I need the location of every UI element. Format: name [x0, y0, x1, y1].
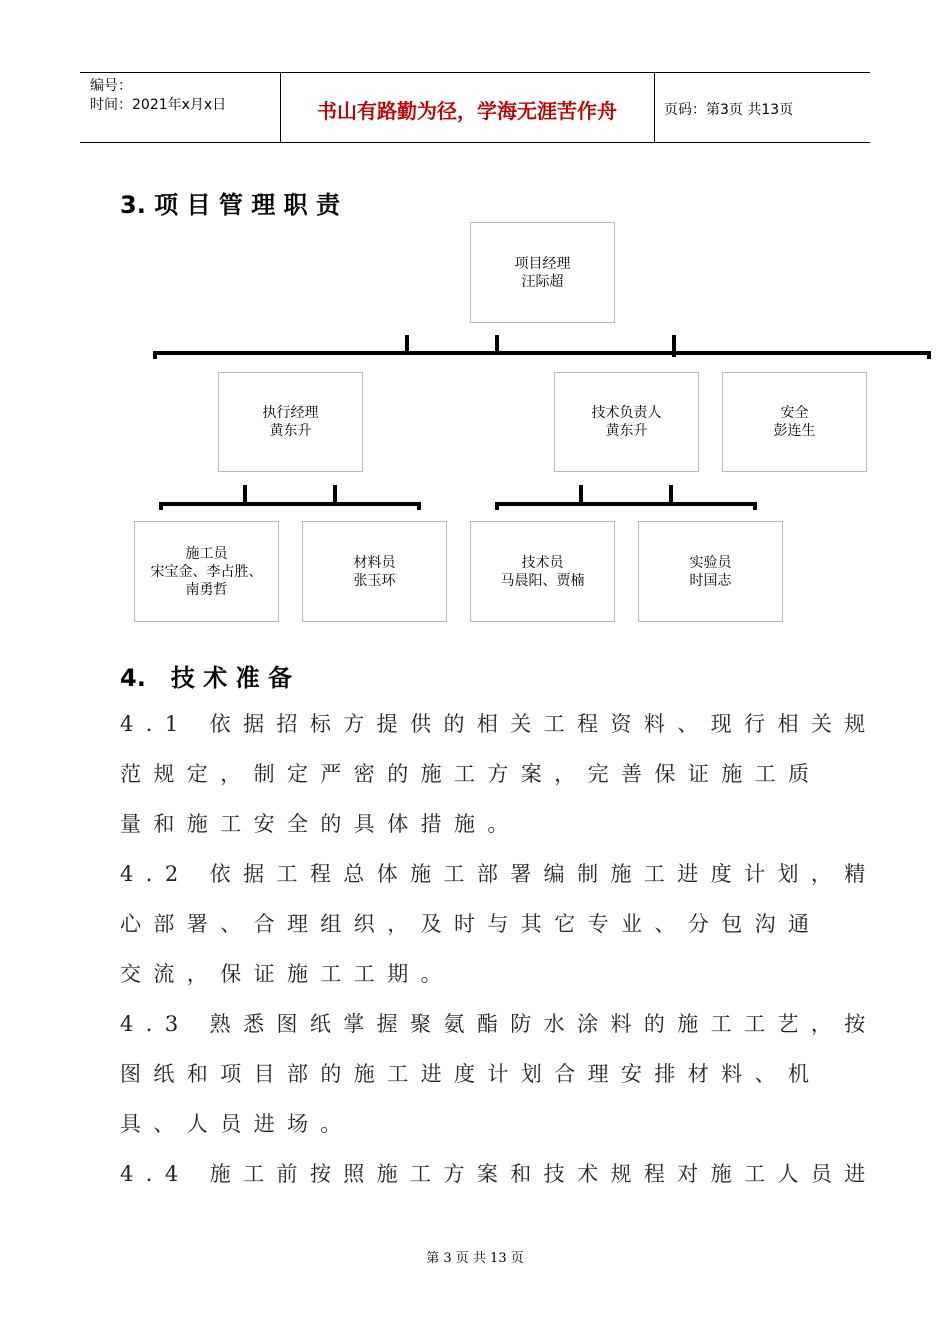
org-node-project-manager	[470, 222, 615, 323]
org-connector-tick	[153, 351, 157, 359]
org-connector-tick	[417, 502, 421, 510]
org-connector-tick	[753, 502, 757, 510]
org-node-materials	[302, 521, 447, 622]
time-label: 时间：2021年x月x日	[90, 97, 227, 113]
body-line: 4.4 施工前按照施工方案和技术规程对施工人员进	[120, 1162, 878, 1186]
page-footer: 第 3 页 共 13 页	[426, 1251, 524, 1266]
org-connector-tick	[243, 485, 247, 504]
body-line: 交流，保证施工工期。	[120, 962, 454, 986]
body-line: 范规定，制定严密的施工方案，完善保证施工质	[120, 762, 822, 786]
org-node-safety	[722, 372, 867, 472]
header-meta	[90, 77, 226, 115]
body-line: 心部署、合理组织，及时与其它专业、分包沟通	[120, 912, 822, 936]
org-connector-tick	[669, 485, 673, 504]
header-divider	[654, 73, 655, 142]
org-role: 项目经理	[514, 255, 571, 272]
org-person: 汪际超	[521, 273, 564, 290]
org-role: 执行经理	[262, 405, 319, 421]
org-connector-level1	[153, 351, 931, 355]
body-line: 4.2 依据工程总体施工部署编制施工进度计划，精	[120, 862, 878, 886]
body-line: 具、人员进场。	[120, 1112, 354, 1136]
org-connector-right-group	[495, 502, 757, 506]
number-label: 编号：	[90, 78, 132, 94]
page-header	[80, 72, 870, 143]
org-connector-tick	[159, 502, 163, 510]
org-connector-left-group	[159, 502, 421, 506]
org-role: 技术员	[521, 554, 564, 571]
org-connector-tick	[927, 351, 931, 359]
org-node-lab	[638, 521, 783, 622]
org-node-tech-lead	[554, 372, 699, 472]
org-role: 材料员	[353, 554, 396, 571]
org-role: 施工员	[185, 545, 228, 562]
org-role: 安全	[780, 405, 809, 421]
org-connector-tick	[495, 335, 499, 353]
org-role: 技术负责人	[591, 405, 662, 421]
header-page-info: 页码：第3页 共13页	[664, 102, 794, 118]
org-connector-tick	[495, 502, 499, 510]
org-role: 实验员	[689, 554, 732, 571]
org-connector-tick	[405, 335, 409, 353]
org-person: 宋宝金、李占胜、	[150, 563, 263, 580]
body-line: 图纸和项目部的施工进度计划合理安排材料、机	[120, 1062, 822, 1086]
section-3-title: 3. 项 目 管 理 职 责	[120, 191, 340, 219]
org-node-technician	[470, 521, 615, 622]
org-person: 时国志	[689, 572, 732, 589]
org-person: 张玉环	[353, 572, 396, 589]
body-line: 4.1 依据招标方提供的相关工程资料、现行相关规	[120, 712, 878, 736]
org-node-construction	[134, 521, 279, 622]
org-person: 南勇哲	[185, 581, 228, 598]
org-person: 马晨阳、贾楠	[500, 572, 585, 589]
org-node-exec-manager	[218, 372, 363, 472]
body-line: 量和施工安全的具体措施。	[120, 812, 521, 836]
header-motto: 书山有路勤为径，学海无涯苦作舟	[317, 99, 617, 123]
org-connector-tick	[672, 335, 676, 357]
org-person: 彭连生	[773, 423, 816, 439]
org-person: 黄东升	[605, 423, 648, 439]
org-person: 黄东升	[269, 423, 312, 439]
section-4-title: 4. 技 术 准 备	[120, 664, 292, 692]
org-connector-tick	[579, 485, 583, 504]
org-connector-tick	[333, 485, 337, 504]
body-line: 4.3 熟悉图纸掌握聚氨酯防水涂料的施工工艺，按	[120, 1012, 878, 1036]
